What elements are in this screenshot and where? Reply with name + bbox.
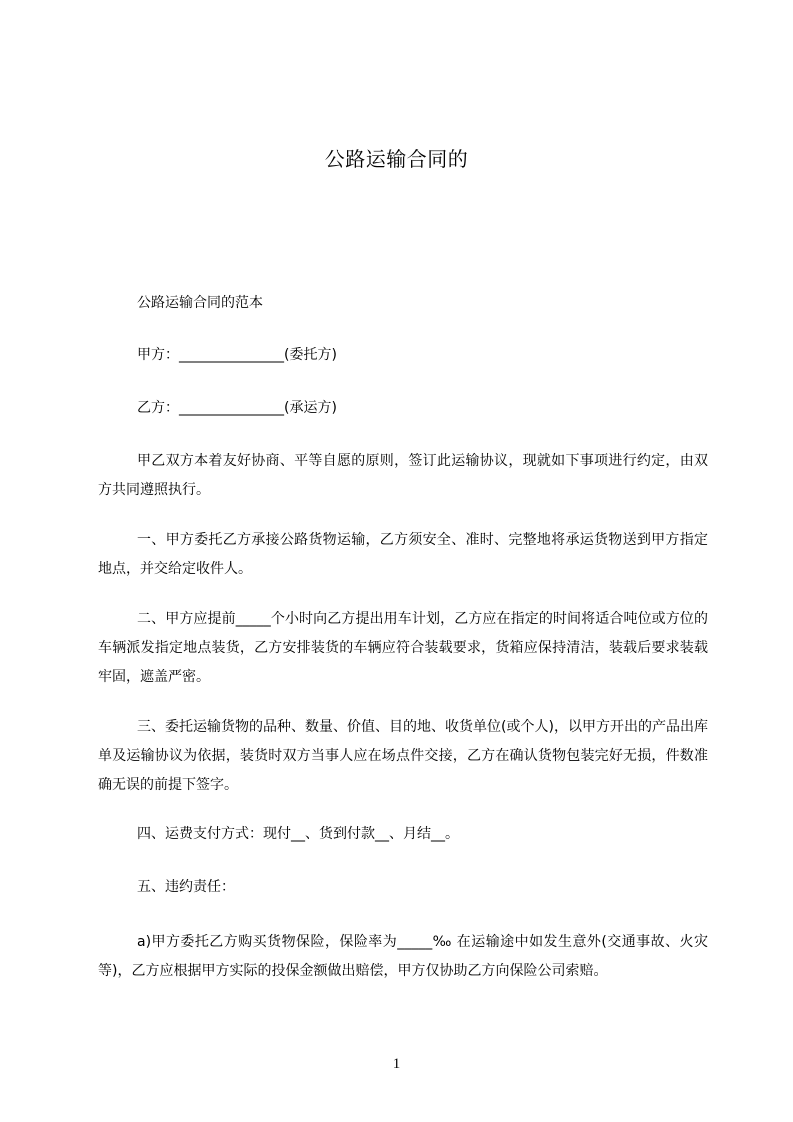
paragraph-clause-5a: a)甲方委托乙方购买货物保险，保险率为_____‰ 在运输途中如发生意外(交通事故、火灾等)，乙方应根据甲方实际的投保金额做出赔偿，甲方仅协助乙方向保险公司索赔。 <box>98 934 708 979</box>
party-a-line: 甲方：_______________(委托方) <box>137 347 337 363</box>
party-b-line: 乙方：_______________(承运方) <box>137 400 337 416</box>
paragraph-clause-3: 三、委托运输货物的品种、数量、价值、目的地、收货单位(或个人)，以甲方开出的产品出库单及运输协议为依据，装货时双方当事人应在场点件交接，乙方在确认货物包装完好无损，件数准确无误的前提下签字。 <box>98 719 708 793</box>
paragraph-clause-2: 二、甲方应提前_____个小时向乙方提出用车计划，乙方应在指定的时间将适合吨位或方位的车辆派发指定地点装货，乙方安排装货的车辆应符合装载要求，货箱应保持清洁，装载后要求装载牢固，遮盖严密。 <box>98 611 708 685</box>
page-number: 1 <box>392 1056 401 1072</box>
paragraph-clause-4: 四、运费支付方式：现付__、货到付款__、月结__。 <box>137 826 459 842</box>
document-title: 公路运输合同的 <box>324 147 469 171</box>
paragraph-preamble: 甲乙双方本着友好协商、平等自愿的原则，签订此运输协议，现就如下事项进行约定，由双方共同遵照执行。 <box>98 453 708 498</box>
paragraph-clause-1: 一、甲方委托乙方承接公路货物运输，乙方须安全、准时、完整地将承运货物送到甲方指定地点，并交给定收件人。 <box>98 532 708 577</box>
paragraph-clause-5-heading: 五、违约责任： <box>137 879 235 895</box>
document-subtitle: 公路运输合同的范本 <box>137 295 263 311</box>
